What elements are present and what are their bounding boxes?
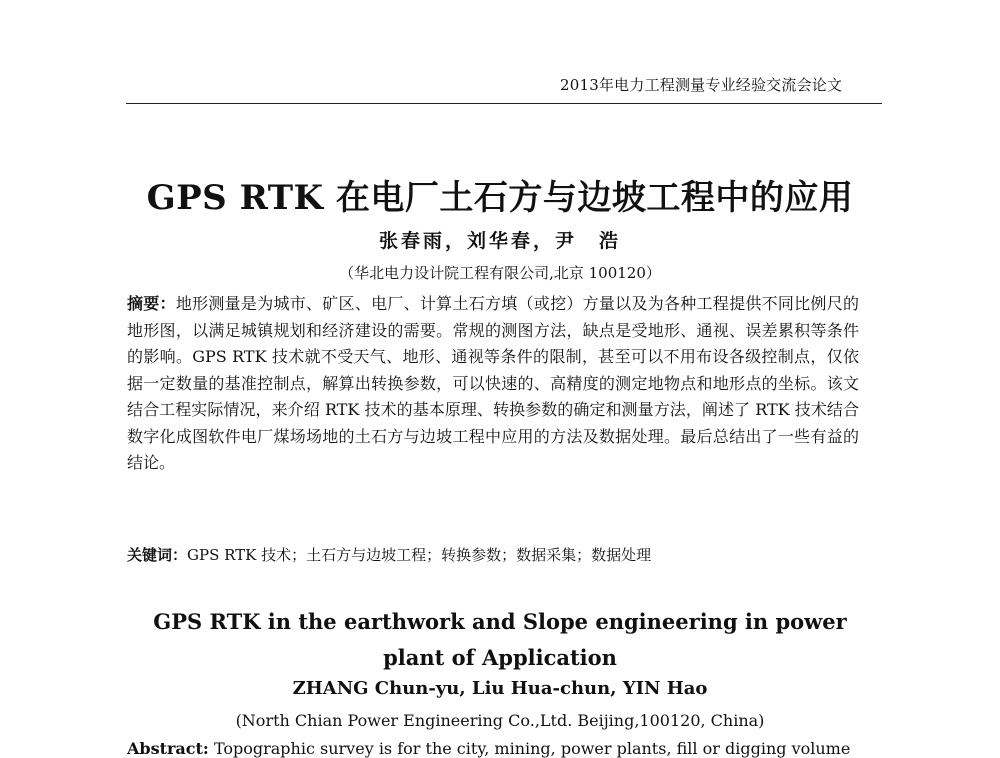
affiliation-cn: （华北电力设计院工程有限公司,北京 100120） bbox=[339, 264, 661, 282]
affiliation-en: (North Chian Power Engineering Co.,Ltd. Beijing,100120, China) bbox=[235, 711, 765, 730]
keywords-cn bbox=[127, 544, 859, 565]
abstract-cn bbox=[127, 291, 859, 477]
abstract-label-en: Abstract: bbox=[127, 739, 209, 758]
keywords-label-cn: 关键词： bbox=[127, 546, 188, 564]
running-header: 2013年电力工程测量专业经验交流会论文 bbox=[560, 76, 843, 94]
title-en-line2: plant of Application bbox=[383, 645, 617, 670]
abstract-label-cn: 摘要： bbox=[127, 294, 176, 313]
keywords-text-cn: GPS RTK 技术；土石方与边坡工程；转换参数；数据采集；数据处理 bbox=[187, 546, 652, 564]
title-en-line1: GPS RTK in the earthwork and Slope engineering in power bbox=[153, 609, 847, 634]
abstract-text-en: Topographic survey is for the city, mining, power plants, fill or digging volume bbox=[213, 739, 851, 758]
paper-title-cn: GPS RTK 在电厂土石方与边坡工程中的应用 bbox=[146, 178, 854, 218]
authors-en: ZHANG Chun-yu, Liu Hua-chun, YIN Hao bbox=[292, 678, 708, 699]
abstract-en bbox=[127, 739, 879, 758]
paper-title-en bbox=[0, 604, 1000, 676]
authors-cn: 张春雨，刘华春，尹 浩 bbox=[378, 230, 621, 252]
abstract-text-cn: 地形测量是为城市、矿区、电厂、计算土石方填（或挖）方量以及为各种工程提供不同比例尺的地形图，以满足城镇规划和经济建设的需要。常规的测图方法，缺点是受地形、通视、误差累积等条件的影响。GPS RTK 技术就不受天气、地形、通视等条件的限制，甚至可以不用布设各级控制点，仅依据一定数量的基准控制点，解算出转换参数，可以快速的、高精度的测定地物点和地形点的坐标。该文结合工程实际情况，来介绍 RTK 技术的基本原理、转换参数的确定和测量方法，阐述了 RTK 技术结合数字化成图软件电厂煤场场地的土石方与边坡工程中应用的方法及数据处理。最后总结出了一些有益的结论。 bbox=[127, 294, 859, 472]
header-rule bbox=[126, 103, 882, 104]
